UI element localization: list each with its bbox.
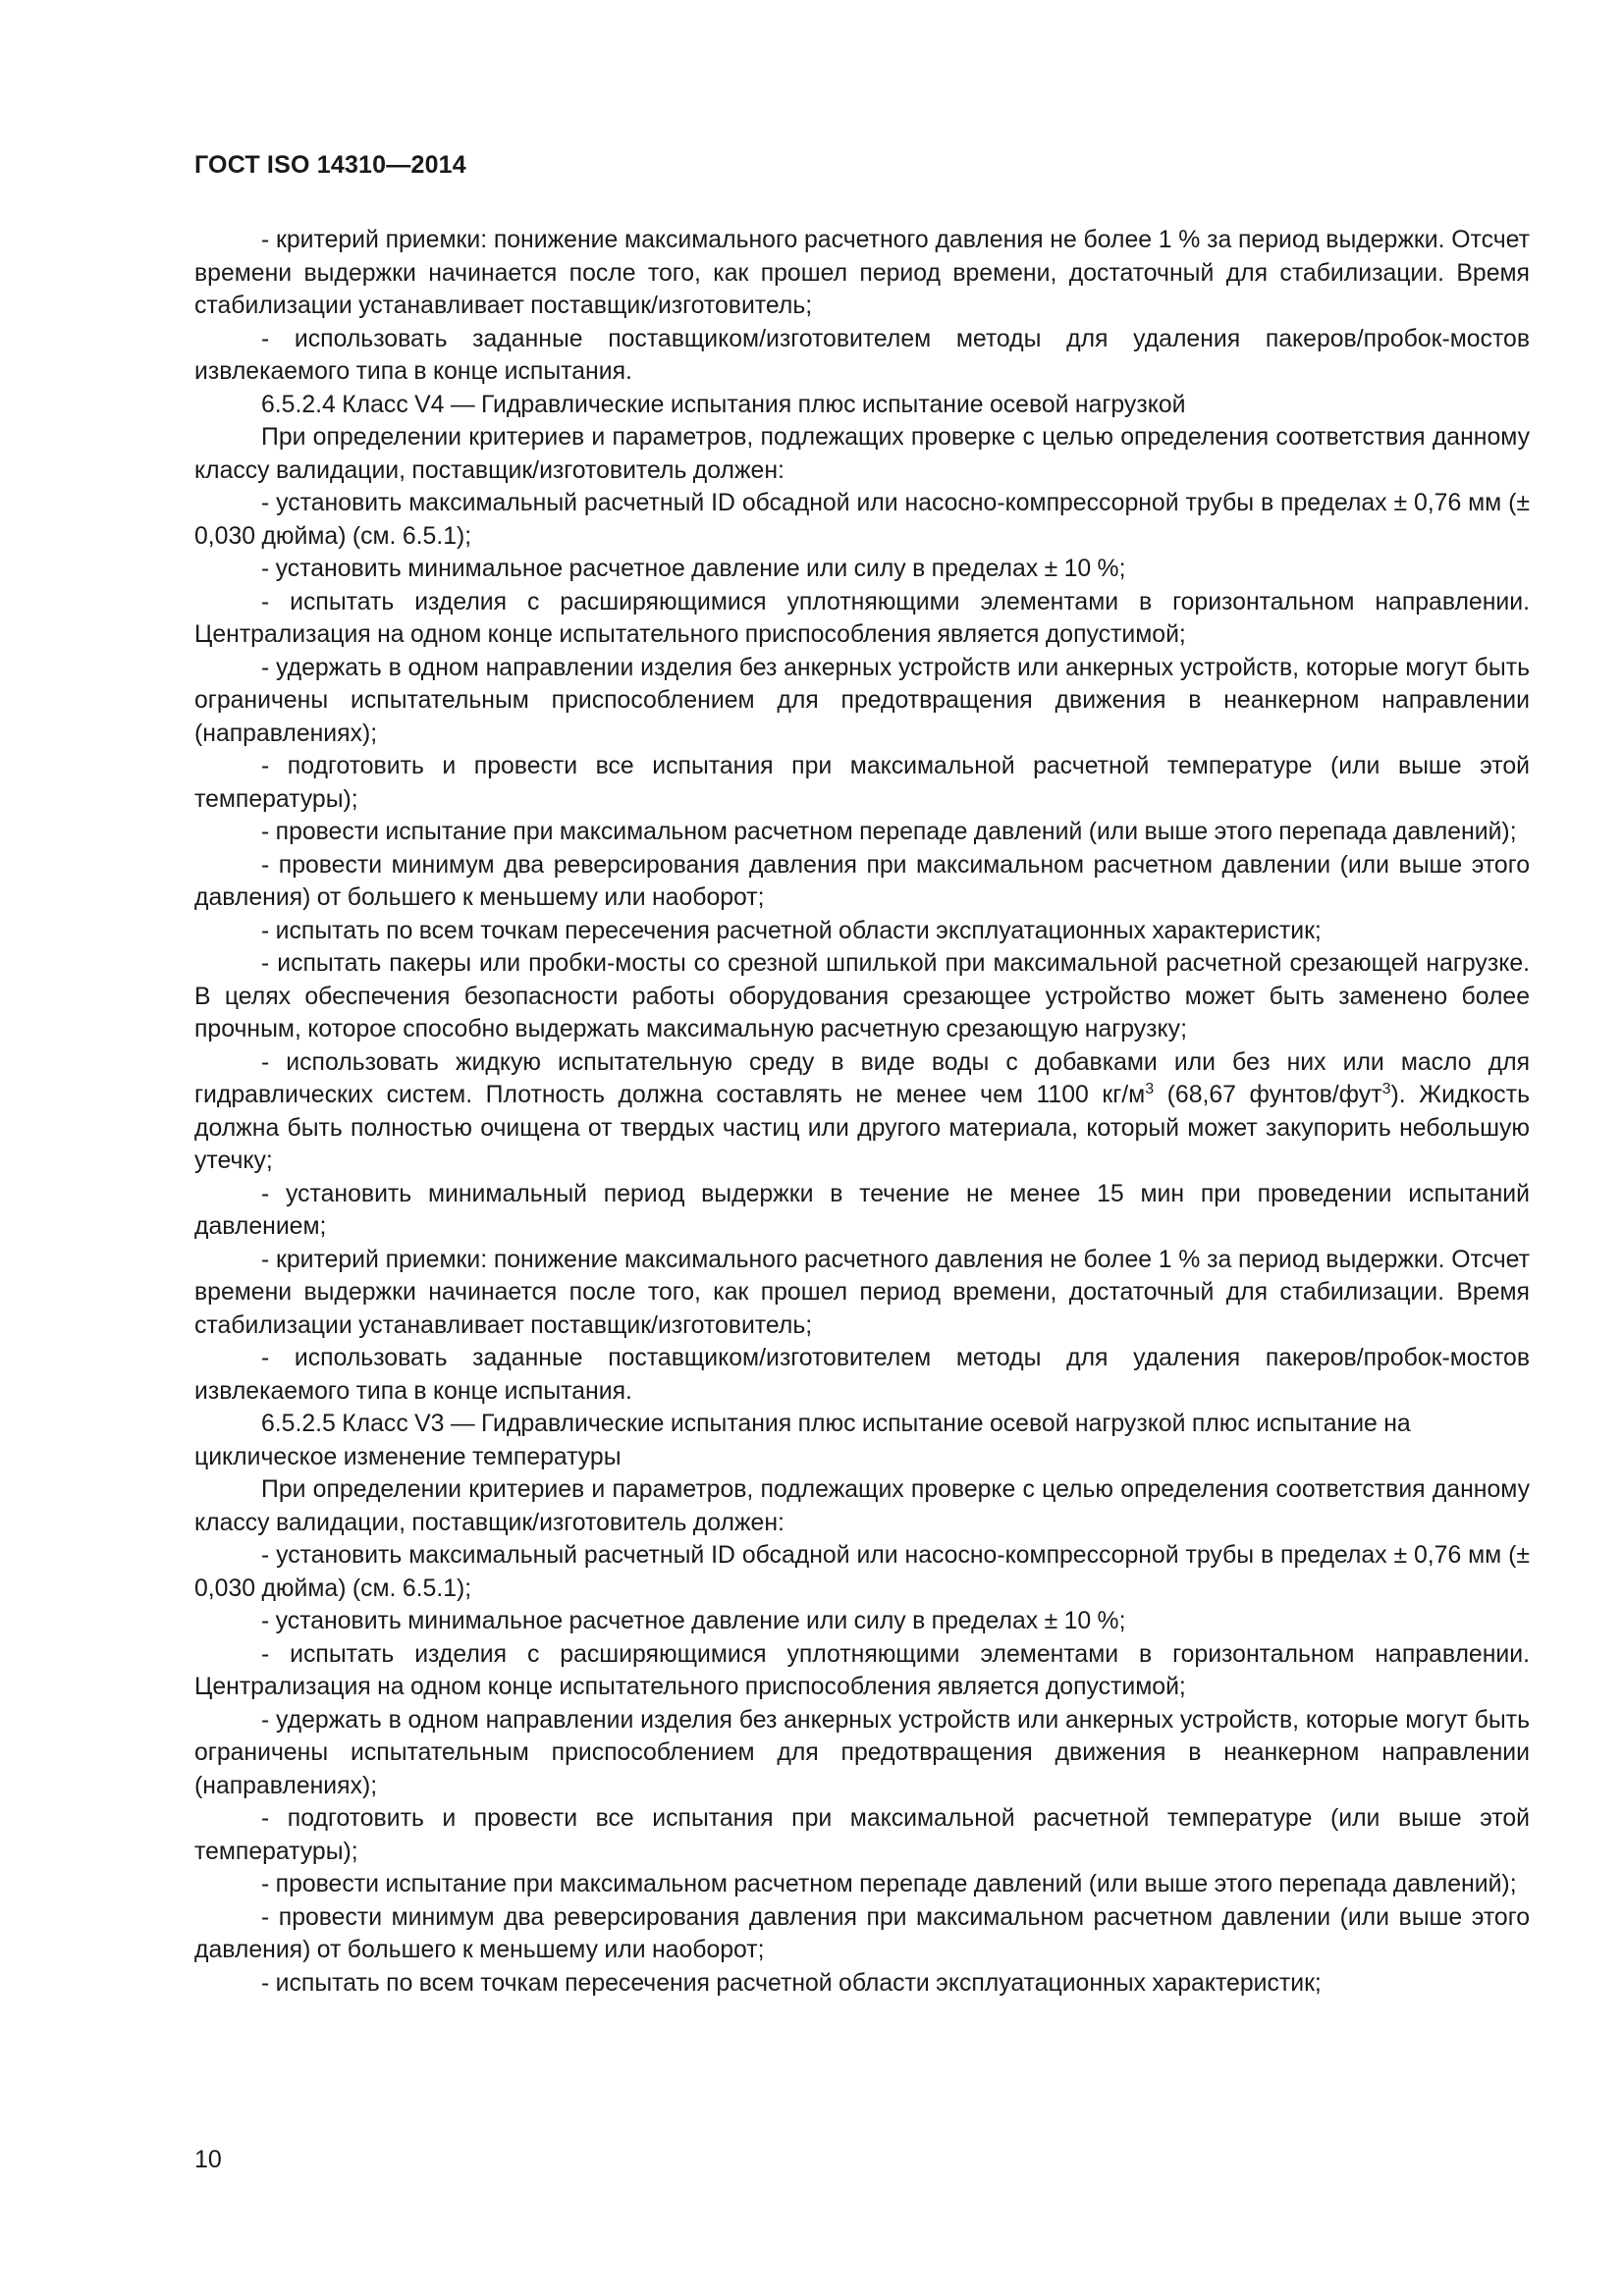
paragraph: - критерий приемки: понижение максимального расчетного давления не более 1 % за период выдержки. Отсчет времени выдержки начинается после того, как прошел период времени, достаточный для стабилизации. Время стабилизации устанавливает поставщик/изготовитель; — [194, 227, 1530, 319]
paragraph: - провести испытание при максимальном расчетном перепаде давлений (или выше этого перепада давлений); — [261, 1871, 1517, 1897]
section-heading-6-5-2-4: 6.5.2.4 Класс V4 — Гидравлические испытания плюс испытание осевой нагрузкой — [261, 391, 1186, 418]
paragraph: - установить минимальный период выдержки в течение не менее 15 мин при проведении испытаний давлением; — [194, 1180, 1530, 1240]
paragraph: - критерий приемки: понижение максимального расчетного давления не более 1 % за период выдержки. Отсчет времени выдержки начинается после того, как прошел период времени, достаточный для стабилизации. Время стабилизации устанавливает поставщик/изготовитель; — [194, 1246, 1530, 1339]
superscript: 3 — [1145, 1081, 1155, 1097]
paragraph: - провести минимум два реверсирования давления при максимальном расчетном давлении (или выше этого давления) от большего к меньшему или наоборот; — [194, 1903, 1530, 1963]
text-segment: (68,67 фунтов/фут — [1154, 1082, 1382, 1108]
paragraph: - испытать по всем точкам пересечения расчетной области эксплуатационных характеристик; — [261, 917, 1322, 944]
paragraph: - использовать заданные поставщиком/изготовителем методы для удаления пакеров/пробок-мостов извлекаемого типа в конце испытания. — [194, 325, 1530, 385]
paragraph: - удержать в одном направлении изделия без анкерных устройств или анкерных устройств, которые могут быть ограничены испытательным приспособлением для предотвращения движения в неанкерном направлении (направлениях); — [194, 1706, 1530, 1799]
paragraph: - испытать по всем точкам пересечения расчетной области эксплуатационных характеристик; — [261, 1969, 1322, 1997]
paragraph: - использовать заданные поставщиком/изготовителем методы для удаления пакеров/пробок-мостов извлекаемого типа в конце испытания. — [194, 1345, 1530, 1405]
paragraph: - испытать изделия с расширяющимися уплотняющими элементами в горизонтальном направлении. Централизация на одном конце испытательного приспособления является допустимой; — [194, 588, 1530, 648]
superscript: 3 — [1381, 1081, 1391, 1097]
section-heading-6-5-2-5: 6.5.2.5 Класс V3 — Гидравлические испытания плюс испытание осевой нагрузкой плюс испытание на циклическое изменение температуры — [194, 1411, 1411, 1470]
paragraph: - удержать в одном направлении изделия без анкерных устройств или анкерных устройств, которые могут быть ограничены испытательным приспособлением для предотвращения движения в неанкерном направлении (направлениях); — [194, 654, 1530, 747]
paragraph: - установить максимальный расчетный ID обсадной или насосно-компрессорной трубы в пределах ± 0,76 мм (± 0,030 дюйма) (см. 6.5.1); — [194, 490, 1530, 550]
paragraph: - подготовить и провести все испытания при максимальной расчетной температуре (или выше этой температуры); — [194, 1805, 1530, 1865]
paragraph: - установить максимальный расчетный ID обсадной или насосно-компрессорной трубы в пределах ± 0,76 мм (± 0,030 дюйма) (см. 6.5.1); — [194, 1542, 1530, 1602]
page-number: 10 — [194, 2146, 222, 2173]
paragraph: При определении критериев и параметров, подлежащих проверке с целью определения соответствия данному классу валидации, поставщик/изготовитель должен: — [194, 1476, 1530, 1536]
text-segment: ). Жидкость должна быть полностью очищена от твердых частиц или другого материала, который может закупорить небольшую утечку; — [194, 1082, 1530, 1174]
paragraph: - установить минимальное расчетное давление или силу в пределах ± 10 %; — [261, 1608, 1126, 1634]
document-body — [194, 224, 1530, 2000]
paragraph: - испытать пакеры или пробки-мосты со срезной шпилькой при максимальной расчетной срезающей нагрузке. В целях обеспечения безопасности работы оборудования срезающее устройство может быть заменено более прочным, которое способно выдержать максимальную расчетную срезающую нагрузку; — [194, 950, 1530, 1042]
paragraph: - провести испытание при максимальном расчетном перепаде давлений (или выше этого перепада давлений); — [261, 819, 1517, 845]
paragraph: - испытать изделия с расширяющимися уплотняющими элементами в горизонтальном направлении. Централизация на одном конце испытательного приспособления является допустимой; — [194, 1640, 1530, 1700]
document-header: ГОСТ ISO 14310—2014 — [194, 151, 466, 179]
paragraph: - подготовить и провести все испытания при максимальной расчетной температуре (или выше этой температуры); — [194, 753, 1530, 813]
text-segment: - использовать жидкую испытательную среду в виде воды с добавками или без них или масло для гидравлических систем. Плотность должна составлять не менее чем 1100 кг/м — [194, 1048, 1530, 1108]
paragraph: - установить минимальное расчетное давление или силу в пределах ± 10 %; — [261, 556, 1126, 582]
paragraph: При определении критериев и параметров, подлежащих проверке с целью определения соответствия данному классу валидации, поставщик/изготовитель должен: — [194, 424, 1530, 484]
paragraph-density — [194, 1046, 1530, 1178]
paragraph: - провести минимум два реверсирования давления при максимальном расчетном давлении (или выше этого давления) от большего к меньшему или наоборот; — [194, 851, 1530, 911]
